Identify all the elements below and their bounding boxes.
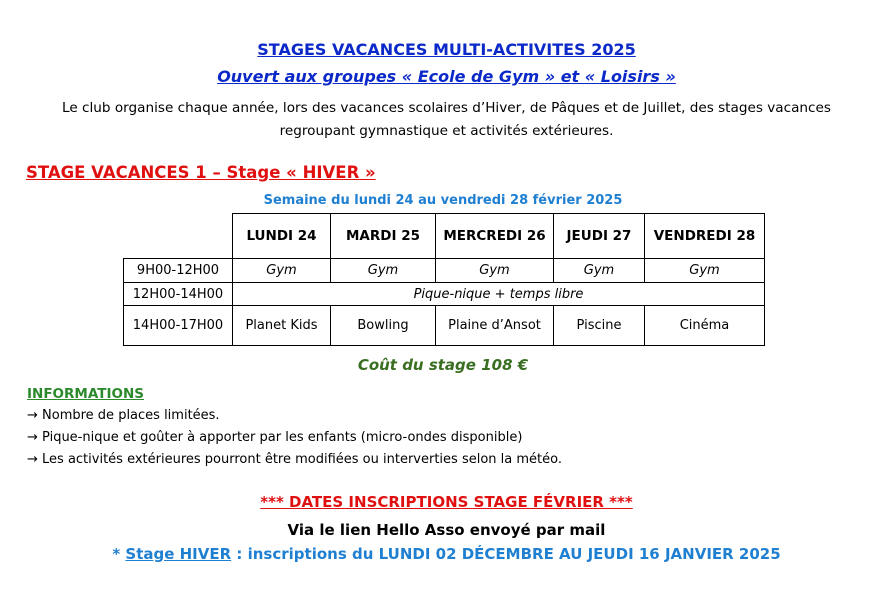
schedule-table — [123, 213, 765, 346]
info-title: INFORMATIONS — [27, 386, 144, 402]
time-slot: 14H00-17H00 — [124, 306, 233, 346]
registration-dates-title: *** DATES INSCRIPTIONS STAGE FÉVRIER *** — [260, 493, 633, 511]
table-header-row — [124, 214, 765, 259]
table-row — [124, 259, 765, 283]
intro-line-1: Le club organise chaque année, lors des vacances scolaires d’Hiver, de Pâques et de Juillet, des stages vacances — [62, 100, 831, 116]
stage-week: Semaine du lundi 24 au vendredi 28 février 2025 — [263, 193, 623, 208]
stage-hiver-label: Stage HIVER — [125, 545, 232, 563]
time-slot: 12H00-14H00 — [124, 283, 233, 306]
day-header: VENDREDI 28 — [645, 214, 765, 259]
registration-prefix: * — [112, 545, 126, 563]
activity-cell: Cinéma — [645, 306, 765, 346]
table-row — [124, 283, 765, 306]
day-header: MERCREDI 26 — [436, 214, 554, 259]
info-list — [27, 405, 562, 471]
lunch-cell: Pique-nique + temps libre — [233, 283, 765, 306]
registration-via: Via le lien Hello Asso envoyé par mail — [287, 521, 606, 539]
activity-cell: Bowling — [331, 306, 436, 346]
stage-heading: STAGE VACANCES 1 – Stage « HIVER » — [26, 163, 376, 182]
intro-line-2: regroupant gymnastique et activités extérieures. — [279, 123, 614, 139]
page-subtitle: Ouvert aux groupes « Ecole de Gym » et « Loisirs » — [217, 67, 676, 86]
day-header: JEUDI 27 — [554, 214, 645, 259]
day-header: MARDI 25 — [331, 214, 436, 259]
activity-cell: Plaine d’Ansot — [436, 306, 554, 346]
table-row — [124, 306, 765, 346]
registration-dates: : inscriptions du LUNDI 02 DÉCEMBRE AU JEUDI 16 JANVIER 2025 — [231, 545, 781, 563]
activity-cell: Gym — [645, 259, 765, 283]
activity-cell: Piscine — [554, 306, 645, 346]
list-item: → Les activités extérieures pourront être modifiées ou interverties selon la météo. — [27, 452, 562, 467]
page-title: STAGES VACANCES MULTI-ACTIVITES 2025 — [257, 40, 636, 59]
day-header: LUNDI 24 — [233, 214, 331, 259]
registration-info — [0, 545, 893, 563]
activity-cell: Gym — [436, 259, 554, 283]
activity-cell: Gym — [233, 259, 331, 283]
stage-cost: Coût du stage 108 € — [357, 356, 529, 374]
intro-text — [30, 97, 863, 143]
activity-cell: Gym — [331, 259, 436, 283]
activity-cell: Gym — [554, 259, 645, 283]
list-item: → Pique-nique et goûter à apporter par les enfants (micro-ondes disponible) — [27, 430, 523, 445]
list-item: → Nombre de places limitées. — [27, 408, 220, 423]
table-corner — [124, 214, 233, 259]
activity-cell: Planet Kids — [233, 306, 331, 346]
time-slot: 9H00-12H00 — [124, 259, 233, 283]
